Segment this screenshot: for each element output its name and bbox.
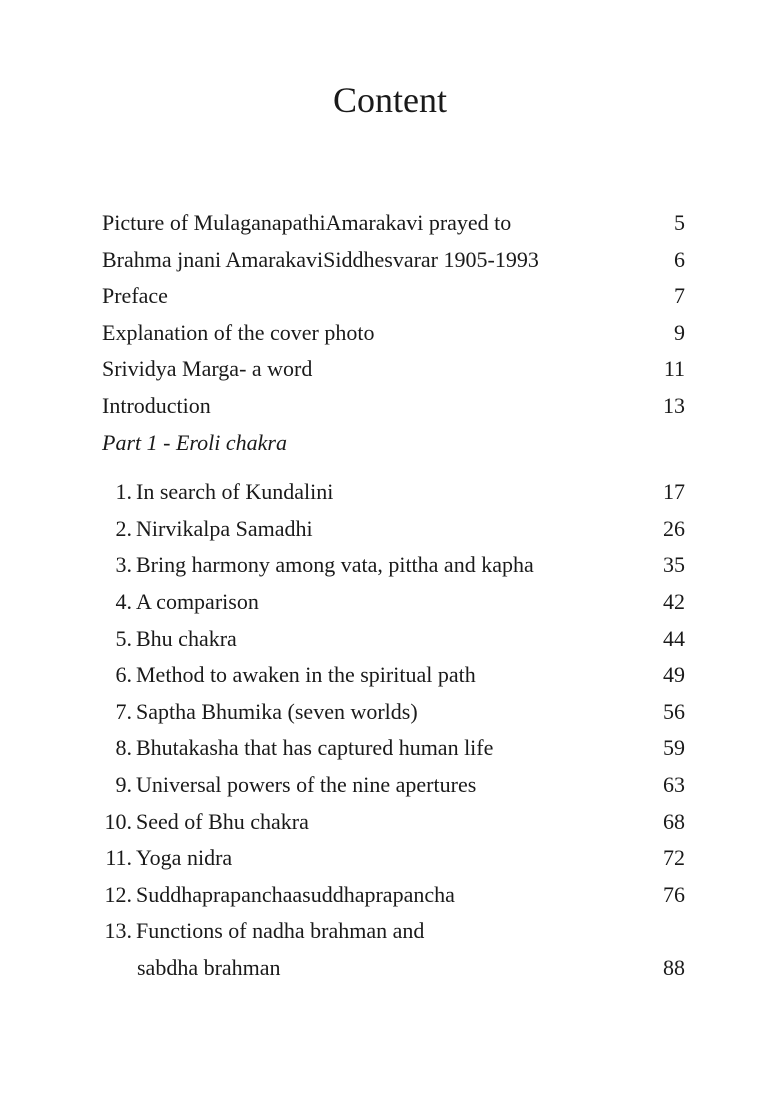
chapter-entry: [102, 584, 685, 621]
chapter-title: Seed of Bhu chakra: [136, 808, 309, 834]
chapter-label: [102, 547, 645, 584]
chapter-page: 76: [663, 881, 685, 907]
toc-entry: [102, 388, 685, 425]
chapter-entry: [102, 511, 685, 548]
chapter-number: 9.: [115, 771, 132, 797]
chapter-page: 17: [663, 479, 685, 505]
entry-title: Introduction: [102, 392, 211, 418]
chapter-page: 72: [663, 845, 685, 871]
entry-page: 9: [674, 319, 685, 345]
chapter-entry: [102, 694, 685, 731]
chapter-entry: [102, 547, 685, 584]
entry-title: Srividya Marga- a word: [102, 356, 313, 382]
chapter-page: 56: [663, 698, 685, 724]
page-title: Content: [333, 80, 447, 120]
chapter-label: [102, 657, 645, 694]
chapter-title: Bhu chakra: [136, 625, 237, 651]
chapter-title: Suddhaprapanchaasuddhaprapancha: [136, 881, 455, 907]
chapter-page: 26: [663, 515, 685, 541]
entry-page: 6: [674, 246, 685, 272]
chapter-title: Universal powers of the nine apertures: [136, 771, 477, 797]
chapter-page: 35: [663, 552, 685, 578]
chapter-title: Bhutakasha that has captured human life: [136, 735, 494, 761]
chapter-title: Functions of nadha brahman and: [136, 918, 425, 944]
chapter-number: 1.: [115, 479, 132, 505]
chapter-label: [102, 804, 645, 841]
chapter-page: 59: [663, 735, 685, 761]
part-heading: Part 1 - Eroli chakra: [102, 429, 287, 455]
chapter-label: [102, 877, 645, 914]
chapter-title: Saptha Bhumika (seven worlds): [136, 698, 418, 724]
chapter-list: [102, 474, 685, 986]
chapter-number: 11.: [105, 845, 132, 871]
entry-page: 13: [663, 392, 685, 418]
chapter-label: [102, 584, 645, 621]
chapter-page: 44: [663, 625, 685, 651]
chapter-page-spacer: [645, 913, 685, 950]
chapter-number: 13.: [104, 918, 132, 944]
chapter-entry: [102, 730, 685, 767]
chapter-number: 7.: [115, 698, 132, 724]
chapter-label: [102, 694, 645, 731]
chapter-number: 6.: [115, 662, 132, 688]
chapter-number: 12.: [104, 881, 132, 907]
entry-page: 11: [663, 356, 685, 382]
chapter-title: In search of Kundalini: [136, 479, 334, 505]
chapter-page: 49: [663, 662, 685, 688]
chapter-label: [102, 767, 645, 804]
chapter-page: 42: [663, 588, 685, 614]
chapter-title: A comparison: [136, 588, 259, 614]
entry-title: Picture of MulaganapathiAmarakavi prayed to: [102, 210, 512, 235]
chapter-entry: [102, 877, 685, 914]
toc-entry: [102, 315, 685, 352]
chapter-label: [102, 840, 645, 877]
chapter-number: 4.: [115, 588, 132, 614]
toc-entry: [102, 205, 685, 242]
toc-entry: [102, 351, 685, 388]
chapter-number: 3.: [115, 552, 132, 578]
chapter-title: Bring harmony among vata, pittha and kapha: [136, 552, 534, 578]
chapter-entry: [102, 474, 685, 511]
chapter-entry: [102, 840, 685, 877]
chapter-number: 8.: [115, 735, 132, 761]
chapter-number: 5.: [115, 625, 132, 651]
chapter-entry: [102, 804, 685, 841]
chapter-label: [102, 913, 645, 950]
chapter-title: Yoga nidra: [136, 845, 233, 871]
chapter-entry: [102, 913, 685, 950]
chapter-title-continued: sabdha brahman: [137, 954, 281, 980]
chapter-entry: [102, 621, 685, 658]
entry-title: Preface: [102, 283, 168, 309]
entry-title: Explanation of the cover photo: [102, 319, 375, 345]
entry-page: 7: [674, 283, 685, 309]
toc-entry: [102, 242, 685, 279]
chapter-entry: [102, 657, 685, 694]
chapter-page: 68: [663, 808, 685, 834]
chapter-title: Nirvikalpa Samadhi: [136, 515, 313, 541]
chapter-label: [102, 730, 645, 767]
chapter-label: [102, 511, 645, 548]
chapter-entry: [102, 767, 685, 804]
chapter-number: 10.: [104, 808, 132, 834]
chapter-page: 63: [663, 771, 685, 797]
table-of-contents: [102, 205, 685, 986]
chapter-entry-continued: [102, 950, 685, 987]
chapter-label: [102, 621, 645, 658]
front-matter-list: [102, 205, 685, 425]
chapter-label: [102, 474, 645, 511]
toc-entry: [102, 278, 685, 315]
chapter-number: 2.: [115, 515, 132, 541]
entry-title: Brahma jnani AmarakaviSiddhesvarar 1905-1993: [102, 246, 539, 272]
chapter-page: 88: [663, 954, 685, 980]
chapter-title: Method to awaken in the spiritual path: [136, 662, 476, 688]
entry-page: 5: [674, 210, 685, 235]
